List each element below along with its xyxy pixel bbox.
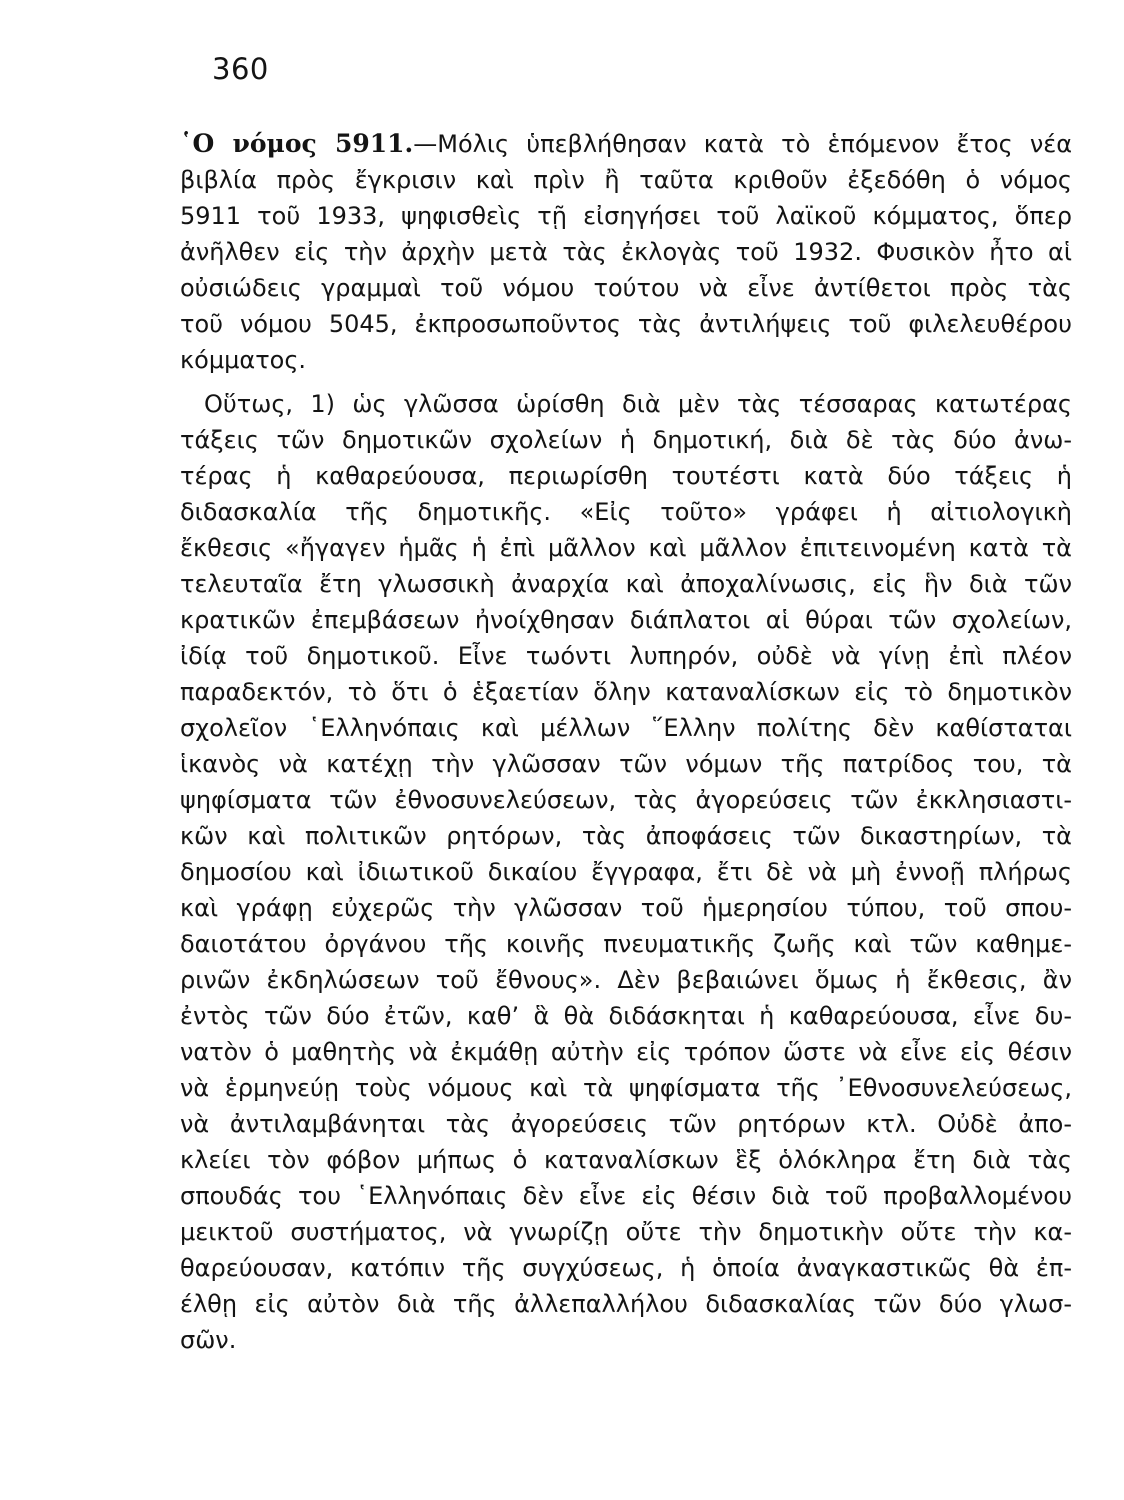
paragraph-2-line-3: τέρας ἡ καθαρεύουσα, περιωρίσθη τουτέστι κατὰ δύο τάξεις ἡ bbox=[180, 462, 1072, 490]
paragraph-2-line-19: νατὸν ὁ μαθητὴς νὰ ἐκμάθῃ αὐτὴν εἰς τρόπον ὥστε νὰ εἶνε εἰς θέσιν bbox=[180, 1038, 1072, 1066]
page-number: 360 bbox=[212, 52, 269, 86]
paragraph-2-line-15: καὶ γράφῃ εὐχερῶς τὴν γλῶσσαν τοῦ ἡμερησίου τύπου, τοῦ σπου- bbox=[180, 894, 1072, 922]
paragraph-1-line-4: ἀνῆλθεν εἰς τὴν ἀρχὴν μετὰ τὰς ἐκλογὰς τοῦ 1932. Φυσικὸν ἦτο αἱ bbox=[180, 238, 1072, 266]
paragraph-1-line-6: τοῦ νόμου 5045, ἐκπροσωποῦντος τὰς ἀντιλήψεις τοῦ φιλελευθέρου bbox=[180, 310, 1072, 338]
paragraph-1-line-1: ῾Ο νόμος 5911.—Μόλις ὑπεβλήθησαν κατὰ τὸ ἑπόμενον ἔτος νέα bbox=[180, 129, 1072, 158]
paragraph-2-line-7: κρατικῶν ἐπεμβάσεων ἠνοίχθησαν διάπλατοι αἱ θύραι τῶν σχολείων, bbox=[180, 606, 1072, 634]
paragraph-1-line-3: 5911 τοῦ 1933, ψηφισθεὶς τῇ εἰσηγήσει τοῦ λαϊκοῦ κόμματος, ὅπερ bbox=[180, 202, 1072, 230]
paragraph-2-line-18: ἐντὸς τῶν δύο ἐτῶν, καθ’ ἃ θὰ διδάσκηται ἡ καθαρεύουσα, εἶνε δυ- bbox=[180, 1002, 1072, 1030]
paragraph-2-line-1: Οὕτως, 1) ὡς γλῶσσα ὡρίσθη διὰ μὲν τὰς τέσσαρας κατωτέρας bbox=[204, 390, 1072, 418]
paragraph-2-line-11: ἱκανὸς νὰ κατέχῃ τὴν γλῶσσαν τῶν νόμων τῆς πατρίδος του, τὰ bbox=[180, 750, 1072, 778]
paragraph-2-line-8: ἰδίᾳ τοῦ δημοτικοῦ. Εἶνε τωόντι λυπηρόν, οὐδὲ νὰ γίνῃ ἐπὶ πλέον bbox=[180, 642, 1072, 670]
paragraph-2-line-25: θαρεύουσαν, κατόπιν τῆς συγχύσεως, ἡ ὁποία ἀναγκαστικῶς θὰ ἐπ- bbox=[180, 1254, 1072, 1282]
paragraph-2-line-2: τάξεις τῶν δημοτικῶν σχολείων ἡ δημοτική, διὰ δὲ τὰς δύο ἀνω- bbox=[180, 426, 1072, 454]
paragraph-2-line-16: δαιοτάτου ὀργάνου τῆς κοινῆς πνευματικῆς ζωῆς καὶ τῶν καθημε- bbox=[180, 930, 1072, 958]
paragraph-2-line-5: ἔκθεσις «ἤγαγεν ἡμᾶς ἡ ἐπὶ μᾶλλον καὶ μᾶλλον ἐπιτεινομένη κατὰ τὰ bbox=[180, 534, 1072, 562]
paragraph-2-line-23: σπουδάς του ῾Ελληνόπαις δὲν εἶνε εἰς θέσιν διὰ τοῦ προβαλλομένου bbox=[180, 1182, 1072, 1210]
paragraph-2-line-20: νὰ ἑρμηνεύῃ τοὺς νόμους καὶ τὰ ψηφίσματα τῆς ᾿Εθνοσυνελεύσεως, bbox=[180, 1074, 1072, 1102]
paragraph-2-line-17: ρινῶν ἐκδηλώσεων τοῦ ἔθνους». Δὲν βεβαιώνει ὅμως ἡ ἔκθεσις, ἂν bbox=[180, 966, 1072, 994]
paragraph-2-line-27: σῶν. bbox=[180, 1326, 237, 1354]
paragraph-2-line-4: διδασκαλία τῆς δημοτικῆς. «Εἰς τοῦτο» γράφει ἡ αἰτιολογικὴ bbox=[180, 498, 1072, 526]
paragraph-1-line-2: βιβλία πρὸς ἔγκρισιν καὶ πρὶν ἢ ταῦτα κριθοῦν ἐξεδόθη ὁ νόμος bbox=[180, 166, 1072, 194]
section-heading: ῾Ο νόμος 5911. bbox=[180, 129, 414, 158]
paragraph-2-line-13: κῶν καὶ πολιτικῶν ρητόρων, τὰς ἀποφάσεις τῶν δικαστηρίων, τὰ bbox=[180, 822, 1072, 850]
paragraph-2-line-26: έλθῃ εἰς αὐτὸν διὰ τῆς ἀλλεπαλλήλου διδασκαλίας τῶν δύο γλωσ- bbox=[180, 1290, 1072, 1318]
paragraph-2-line-14: δημοσίου καὶ ἰδιωτικοῦ δικαίου ἔγγραφα, ἔτι δὲ νὰ μὴ ἐννοῇ πλήρως bbox=[180, 858, 1072, 886]
paragraph-gap bbox=[180, 378, 1072, 386]
paragraph-2-line-12: ψηφίσματα τῶν ἐθνοσυνελεύσεων, τὰς ἀγορεύσεις τῶν ἐκκλησιαστι- bbox=[180, 786, 1072, 814]
paragraph-1-line-7: κόμματος. bbox=[180, 346, 307, 374]
paragraph-1-line-5: οὐσιώδεις γραμμαὶ τοῦ νόμου τούτου νὰ εἶνε ἀντίθετοι πρὸς τὰς bbox=[180, 274, 1072, 302]
paragraph-2-line-9: παραδεκτόν, τὸ ὅτι ὁ ἑξαετίαν ὅλην καταναλίσκων εἰς τὸ δημοτικὸν bbox=[180, 678, 1072, 706]
paragraph-2-line-21: νὰ ἀντιλαμβάνηται τὰς ἀγορεύσεις τῶν ρητόρων κτλ. Οὐδὲ ἀπο- bbox=[180, 1110, 1072, 1138]
paragraph-2-line-6: τελευταῖα ἔτη γλωσσικὴ ἀναρχία καὶ ἀποχαλίνωσις, εἰς ἣν διὰ τῶν bbox=[180, 570, 1072, 598]
paragraph-2-line-10: σχολεῖον ῾Ελληνόπαις καὶ μέλλων ῞Ελλην πολίτης δὲν καθίσταται bbox=[180, 714, 1072, 742]
body-text bbox=[180, 126, 1072, 1358]
paragraph-2-line-22: κλείει τὸν φόβον μήπως ὁ καταναλίσκων ἓξ ὁλόκληρα ἔτη διὰ τὰς bbox=[180, 1146, 1072, 1174]
paragraph-2-line-24: μεικτοῦ συστήματος, νὰ γνωρίζῃ οὔτε τὴν δημοτικὴν οὔτε τὴν κα- bbox=[180, 1218, 1072, 1246]
